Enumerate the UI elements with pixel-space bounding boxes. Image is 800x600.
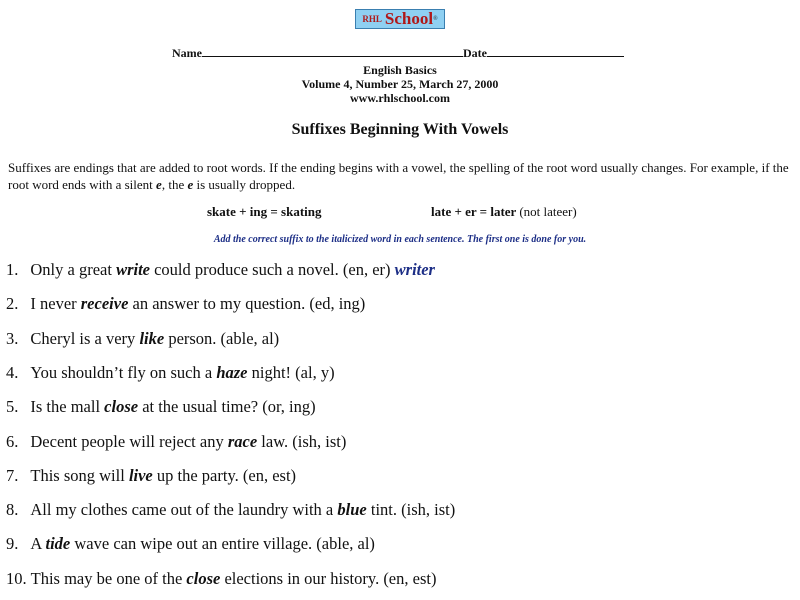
example-later-note: (not lateer) — [519, 204, 577, 219]
question-9 — [6, 534, 375, 554]
example-skating: skate + ing = skating — [207, 204, 322, 219]
question-text-before: Is the mall — [30, 397, 105, 417]
question-text-after: at the usual time? (or, ing) — [138, 397, 316, 417]
question-text-before: A — [30, 534, 46, 554]
question-root-word: tide — [45, 534, 71, 554]
question-root-word: blue — [337, 500, 367, 520]
question-text-before: Only a great — [30, 260, 117, 279]
logo-school-text: School — [384, 9, 434, 28]
question-text-after: person. (able, al) — [164, 328, 280, 348]
website-link[interactable]: www.rhlschool.com — [350, 91, 450, 105]
intro-text-1: Suffixes are endings that are added to root words. If the ending begins with a vowel, the spelling of the root word usually changes. For example, if the root word ends with a silent — [8, 160, 789, 192]
question-6 — [6, 432, 346, 452]
question-8 — [6, 500, 455, 520]
instruction-text: Add the correct suffix to the italicized word in each sentence. The first one is done for you. — [213, 234, 587, 245]
example-later-text: late + er = later — [431, 204, 517, 219]
name-blank-line — [202, 45, 463, 57]
question-7 — [6, 466, 296, 486]
page-title: Suffixes Beginning With Vowels — [291, 121, 509, 138]
question-text-after: elections in our history. (en, est) — [220, 568, 437, 588]
intro-text-3: is usually dropped. — [193, 177, 296, 192]
question-text-after: could produce such a novel. (en, er) — [149, 260, 395, 279]
question-number: 2. — [6, 294, 19, 314]
question-root-word: close — [104, 397, 139, 417]
question-root-word: race — [227, 431, 258, 451]
question-text-before: This song will — [30, 465, 129, 485]
question-5 — [6, 397, 316, 417]
logo-rhl-text: RHL — [362, 14, 382, 24]
name-date-line — [172, 45, 624, 61]
logo-container — [0, 9, 800, 29]
question-text-before: You shouldn’t fly on such a — [30, 362, 217, 382]
question-number: 4. — [6, 362, 19, 382]
question-number: 9. — [6, 534, 19, 554]
question-2 — [6, 294, 365, 314]
question-text-after: wave can wipe out an entire village. (able, al) — [70, 534, 375, 554]
intro-letter-e-2: e — [187, 177, 194, 192]
question-number: 8. — [6, 500, 19, 520]
rhl-school-logo[interactable] — [355, 9, 444, 29]
question-1 — [6, 260, 435, 280]
question-answer[interactable]: writer — [394, 260, 435, 279]
question-text-before: Decent people will reject any — [30, 431, 228, 451]
question-text-after: law. (ish, ist) — [257, 431, 347, 451]
question-text-before: Cheryl is a very — [30, 328, 140, 348]
question-number: 6. — [6, 431, 19, 451]
question-text-before: All my clothes came out of the laundry with a — [30, 500, 338, 520]
example-later — [431, 204, 577, 220]
issue-info: Volume 4, Number 25, March 27, 2000 — [301, 77, 499, 91]
question-number: 7. — [6, 465, 19, 485]
question-text-after: an answer to my question. (ed, ing) — [128, 294, 366, 314]
question-text-before: I never — [30, 294, 81, 314]
intro-letter-e-1: e — [156, 177, 162, 192]
question-10 — [6, 569, 436, 589]
date-label: Date — [463, 46, 487, 60]
question-3 — [6, 329, 279, 349]
question-root-word: write — [116, 260, 150, 279]
question-number: 10. — [6, 568, 27, 588]
subject-label: English Basics — [363, 63, 437, 77]
question-root-word: close — [186, 568, 221, 588]
question-number: 1. — [6, 260, 19, 279]
question-root-word: receive — [80, 294, 129, 314]
intro-paragraph — [8, 159, 792, 193]
intro-text-2: , the — [161, 177, 188, 192]
date-blank-line — [487, 45, 624, 57]
question-number: 5. — [6, 397, 19, 417]
question-root-word: like — [139, 328, 165, 348]
question-number: 3. — [6, 328, 19, 348]
question-text-after: tint. (ish, ist) — [366, 500, 456, 520]
name-label: Name — [172, 46, 202, 60]
question-4 — [6, 363, 335, 383]
question-root-word: haze — [216, 362, 248, 382]
question-root-word: live — [128, 465, 153, 485]
question-text-after: up the party. (en, est) — [152, 465, 297, 485]
question-text-before: This may be one of the — [30, 568, 187, 588]
question-text-after: night! (al, y) — [247, 362, 335, 382]
logo-trademark: ® — [433, 16, 438, 22]
